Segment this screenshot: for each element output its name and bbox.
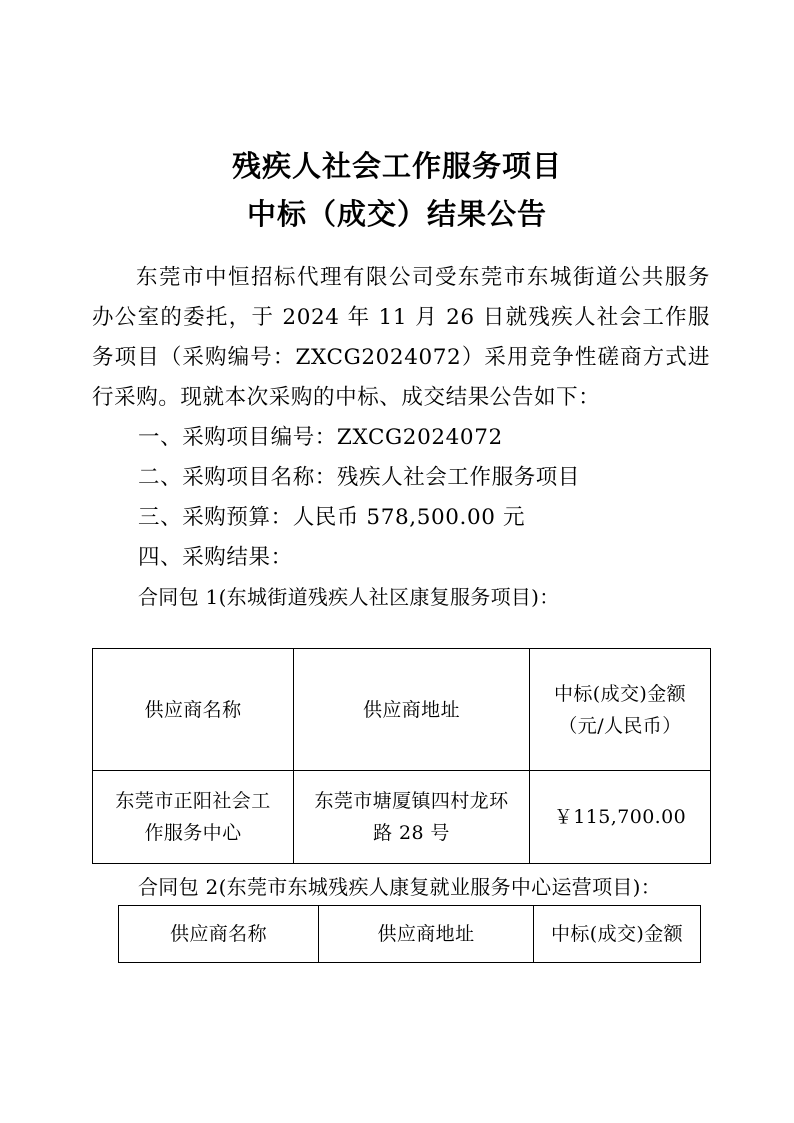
header-award-amount: 中标(成交)金额	[534, 906, 701, 963]
header-award-amount-line-2: （元/人民币）	[558, 714, 682, 737]
supplier-name-line-1: 东莞市正阳社会工	[115, 790, 271, 812]
package-1-caption: 合同包 1(东城街道残疾人社区康复服务项目)：	[138, 585, 560, 609]
title-line-2: 中标（成交）结果公告	[246, 197, 547, 231]
header-award-amount	[530, 649, 711, 771]
award-table-package-2	[118, 905, 701, 963]
package-2-caption: 合同包 2(东莞市东城残疾人康复就业服务中心运营项目)：	[138, 875, 662, 899]
header-supplier-name: 供应商名称	[93, 649, 294, 771]
list-item-1: 一、采购项目编号：ZXCG2024072	[138, 425, 503, 450]
page-title	[0, 142, 794, 238]
lead-paragraph: 东莞市中恒招标代理有限公司受东莞市东城街道公共服务办公室的委托，于 2024 年 11 月 26 日就残疾人社会工作服务项目（采购编号：ZXCG2024072）采用竞争性磋商方式进行采购。现就本次采购的中标、成交结果公告如下：	[92, 265, 710, 410]
header-supplier-name: 供应商名称	[119, 906, 319, 963]
table-header-row	[93, 649, 711, 771]
table-row	[93, 771, 711, 864]
document-body	[92, 258, 710, 616]
title-line-1: 残疾人社会工作服务项目	[231, 149, 562, 183]
cell-supplier-name	[93, 771, 294, 864]
table-header-row	[119, 906, 701, 963]
header-supplier-address: 供应商地址	[319, 906, 534, 963]
header-award-amount-line-1: 中标(成交)金额	[553, 682, 687, 705]
supplier-address-line-2: 路 28 号	[373, 822, 450, 844]
list-item-3: 三、采购预算：人民币 578,500.00 元	[138, 505, 526, 530]
package-2-caption-wrap	[92, 868, 710, 906]
list-item-4: 四、采购结果：	[138, 545, 293, 570]
supplier-address-line-1: 东莞市塘厦镇四村龙环	[314, 790, 509, 812]
award-table-package-1	[92, 648, 711, 864]
supplier-name-line-2: 作服务中心	[144, 822, 242, 844]
cell-supplier-address	[294, 771, 530, 864]
cell-award-amount: ￥115,700.00	[530, 771, 711, 864]
header-supplier-address: 供应商地址	[294, 649, 530, 771]
list-item-2: 二、采购项目名称：残疾人社会工作服务项目	[138, 465, 581, 490]
